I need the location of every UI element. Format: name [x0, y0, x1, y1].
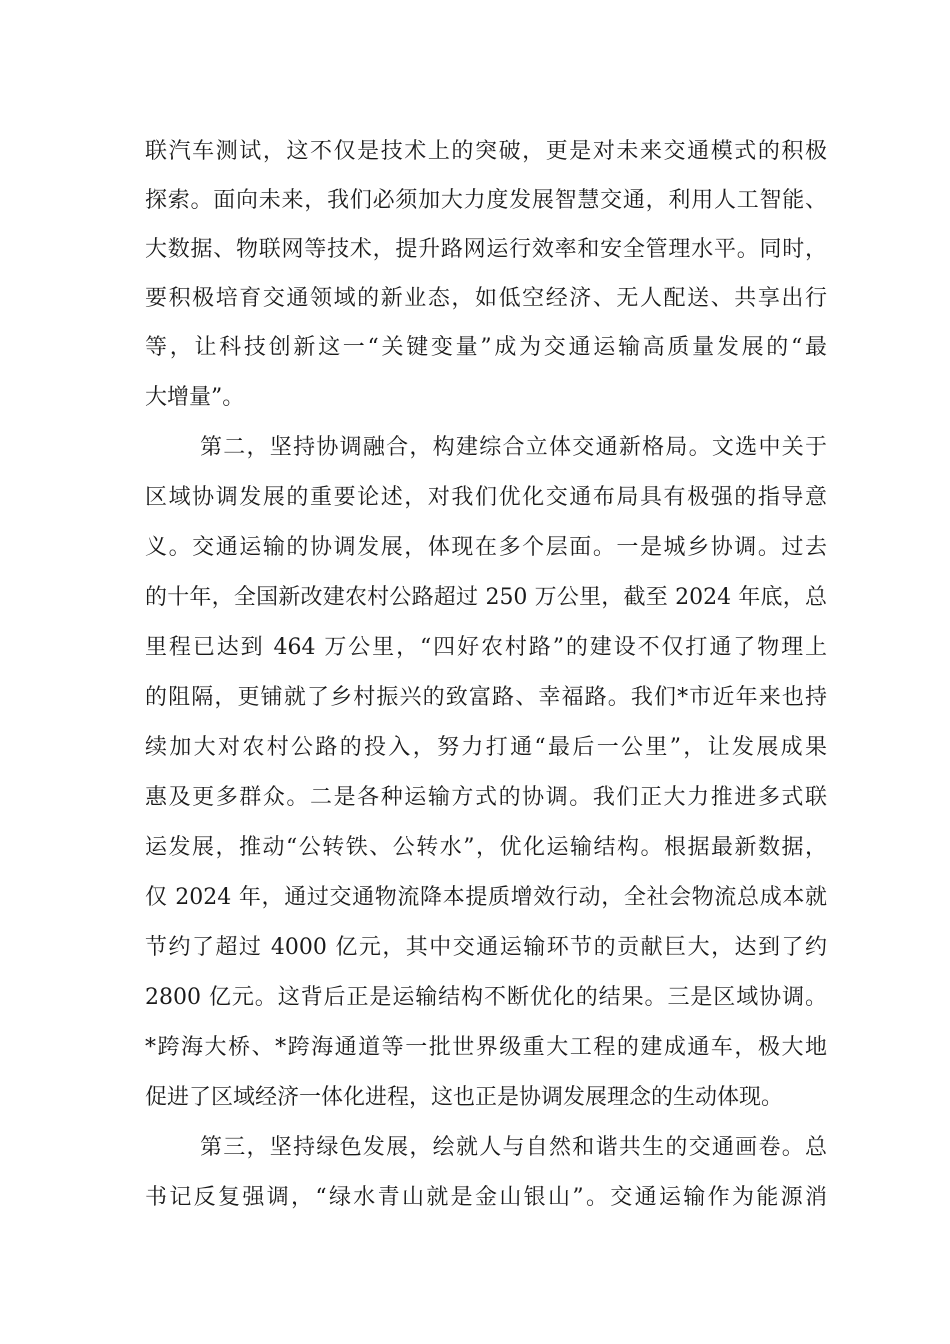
text-line: 书记反复强调，“绿水青山就是金山银山”。交通运输作为能源消 [145, 1185, 827, 1210]
text-line: *跨海大桥、*跨海通道等一批世界级重大工程的建成通车，极大地 [145, 1035, 827, 1060]
paragraph-first-line: 第三，坚持绿色发展，绘就人与自然和谐共生的交通画卷。总 [200, 1135, 827, 1160]
text-line: 的十年，全国新改建农村公路超过 250 万公里，截至 2024 年底，总 [145, 585, 827, 610]
text-line: 大增量”。 [145, 385, 245, 410]
text-line: 探索。面向未来，我们必须加大力度发展智慧交通，利用人工智能、 [145, 188, 827, 213]
text-line: 等，让科技创新这一“关键变量”成为交通运输高质量发展的“最 [145, 335, 827, 360]
text-line: 大数据、物联网等技术，提升路网运行效率和安全管理水平。同时， [145, 237, 827, 262]
text-line: 续加大对农村公路的投入，努力打通“最后一公里”，让发展成果 [145, 735, 827, 760]
text-line: 惠及更多群众。二是各种运输方式的协调。我们正大力推进多式联 [145, 785, 827, 810]
text-line: 仅 2024 年，通过交通物流降本提质增效行动，全社会物流总成本就 [145, 885, 827, 910]
paragraph-first-line: 第二，坚持协调融合，构建综合立体交通新格局。文选中关于 [200, 435, 827, 460]
text-line: 节约了超过 4000 亿元，其中交通运输环节的贡献巨大，达到了约 [145, 935, 827, 960]
text-line: 要积极培育交通领域的新业态，如低空经济、无人配送、共享出行 [145, 286, 827, 311]
text-line: 促进了区域经济一体化进程，这也正是协调发展理念的生动体现。 [145, 1085, 784, 1110]
text-line: 2800 亿元。这背后正是运输结构不断优化的结果。三是区域协调。 [145, 985, 827, 1010]
text-line: 区域协调发展的重要论述，对我们优化交通布局具有极强的指导意 [145, 485, 827, 510]
text-line: 的阻隔，更铺就了乡村振兴的致富路、幸福路。我们*市近年来也持 [145, 685, 827, 710]
text-line: 运发展，推动“公转铁、公转水”，优化运输结构。根据最新数据， [145, 835, 827, 860]
text-line: 义。交通运输的协调发展，体现在多个层面。一是城乡协调。过去 [145, 535, 827, 560]
text-line: 联汽车测试，这不仅是技术上的突破，更是对未来交通模式的积极 [145, 139, 827, 164]
text-line: 里程已达到 464 万公里，“四好农村路”的建设不仅打通了物理上 [145, 635, 827, 660]
